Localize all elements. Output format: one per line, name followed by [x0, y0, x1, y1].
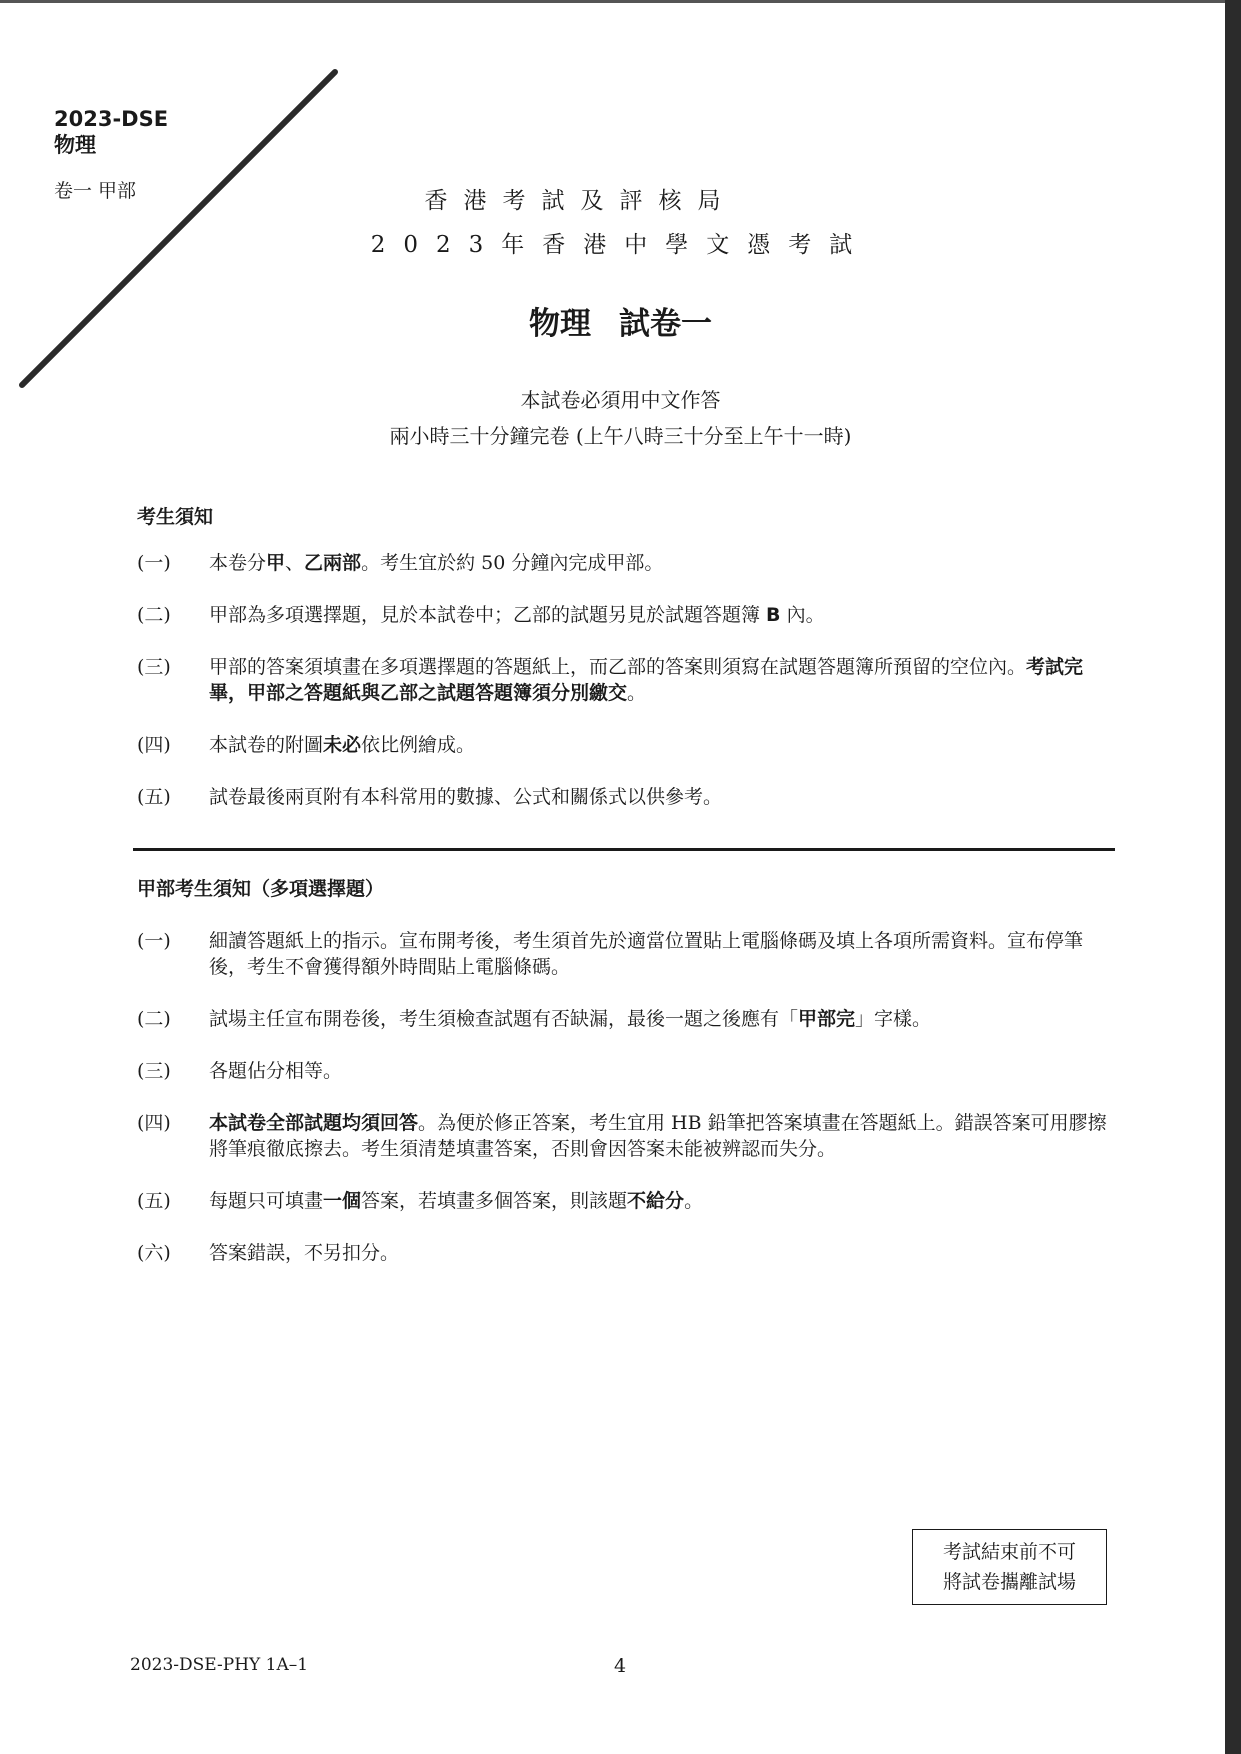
- section-a-instructions-list: [137, 928, 1117, 1292]
- language-note: 本試卷必須用中文作答: [520, 388, 721, 412]
- section-a-heading: 甲部考生須知（多項選擇題）: [137, 878, 385, 900]
- paper-subject: 物理: [529, 306, 591, 342]
- exam-subject: 物理: [54, 133, 96, 157]
- list-item: (一) 細讀答題紙上的指示。宣布開考後，考生須首先於適當位置貼上電腦條碼及填上各項所需資料。宣布停筆後，考生不會獲得額外時間貼上電腦條碼。: [137, 930, 1084, 978]
- list-item: (五) 試卷最後兩頁附有本科常用的數據、公式和關係式以供參考。: [137, 786, 723, 808]
- list-item: (四) 本試卷全部試題均須回答。為便於修正答案，考生宜用 HB 鉛筆把答案填畫在答題紙上。錯誤答案可用膠擦將筆痕徹底擦去。考生須清楚填畫答案，否則會因答案未能被辨認而失分。: [137, 1112, 1107, 1160]
- organization-title: 香港考試及評核局: [424, 188, 737, 214]
- list-item: (一) 本卷分甲、乙兩部。考生宜於約 50 分鐘內完成甲部。: [137, 552, 664, 574]
- exam-title: 2023年香港中學文憑考試: [370, 232, 871, 258]
- list-item: (三) 甲部的答案須填畫在多項選擇題的答題紙上，而乙部的答案則須寫在試題答題簿所預留的空位內。考試完畢，甲部之答題紙與乙部之試題答題簿須分別繳交。: [137, 656, 1084, 704]
- section-divider: [133, 848, 1115, 851]
- list-item: (六) 答案錯誤，不另扣分。: [137, 1242, 400, 1264]
- duration-note: 兩小時三十分鐘完卷 (上午八時三十分至上午十一時): [389, 424, 852, 448]
- page-number: 4: [614, 1655, 627, 1677]
- general-instructions-list: [137, 550, 1117, 836]
- paper-number: 試卷一: [619, 306, 712, 342]
- paper-section: 卷一 甲部: [54, 180, 137, 202]
- list-item: (二) 甲部為多項選擇題，見於本試卷中；乙部的試題另見於試題答題簿 B 內。: [137, 604, 825, 626]
- list-item: (五) 每題只可填畫一個答案，若填畫多個答案，則該題不給分。: [137, 1190, 704, 1212]
- scan-right-edge: [1225, 0, 1241, 1754]
- footer-paper-code: 2023-DSE-PHY 1A–1: [130, 1655, 309, 1675]
- list-item: (四) 本試卷的附圖未必依比例繪成。: [137, 734, 476, 756]
- general-instructions-heading: 考生須知: [137, 506, 214, 528]
- list-item: (二) 試場主任宣布開卷後，考生須檢查試題有否缺漏，最後一題之後應有「甲部完」字樣。: [137, 1008, 932, 1030]
- exam-code: 2023-DSE: [54, 107, 169, 131]
- paper-title: [0, 298, 1241, 343]
- no-removal-notice: 考試結束前不可 將試卷攜離試場: [912, 1529, 1107, 1605]
- list-item: (三) 各題佔分相等。: [137, 1060, 343, 1082]
